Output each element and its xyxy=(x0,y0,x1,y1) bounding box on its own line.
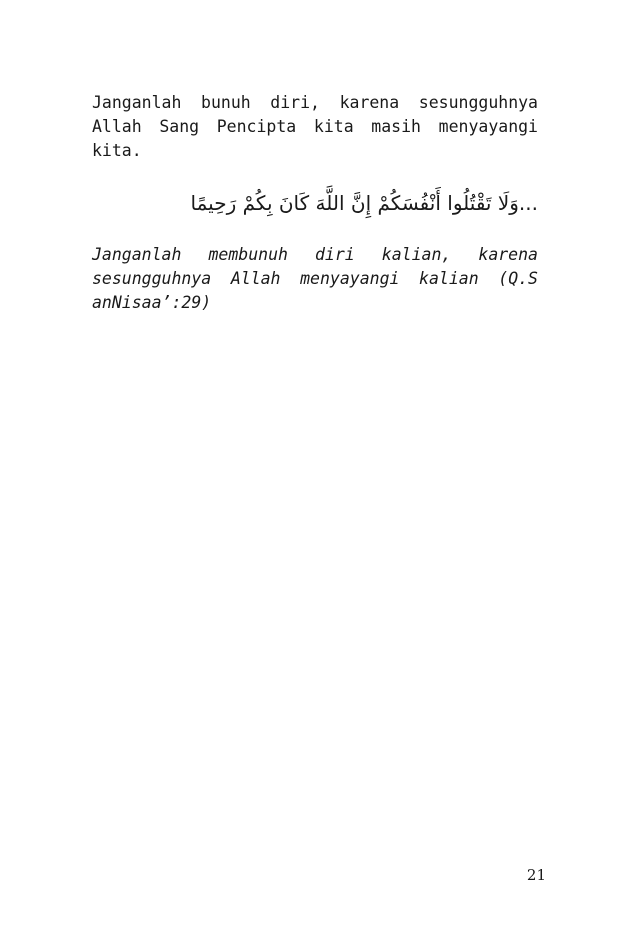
page-number: 21 xyxy=(526,866,546,884)
body-paragraph: Janganlah bunuh diri, karena sesungguhnya Allah Sang Pencipta kita masih menyayangi kita. xyxy=(92,93,538,160)
verse-translation: Janganlah membunuh diri kalian, karena sesungguhnya Allah menyayangi kalian (Q.S anNisaa’:29) xyxy=(92,245,538,312)
arabic-verse: ...وَلَا تَقْتُلُوا أَنْفُسَكُمْ إِنَّ اللَّهَ كَانَ بِكُمْ رَحِيمًا xyxy=(190,191,538,215)
